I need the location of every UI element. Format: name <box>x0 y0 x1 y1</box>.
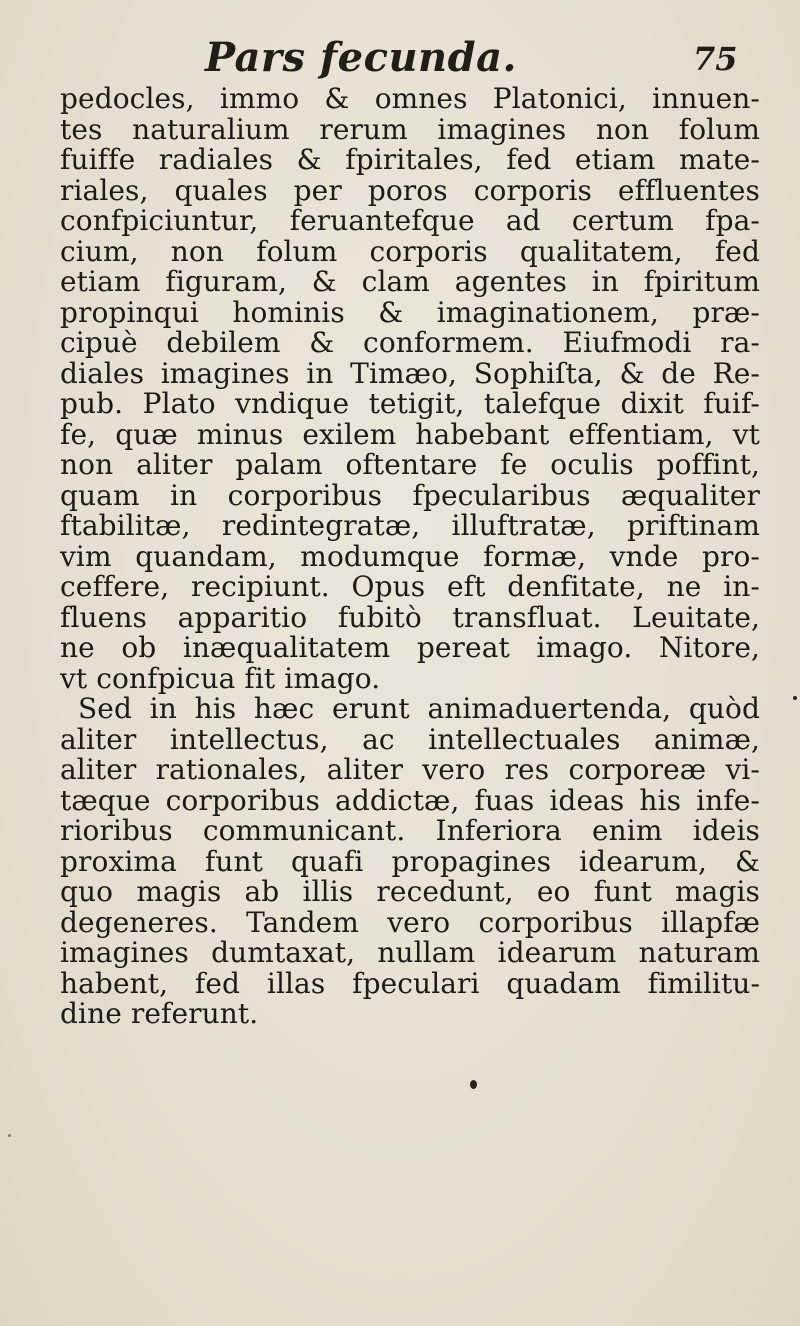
text-line: confpiciuntur, feruantefque ad certum fpa- <box>60 204 760 237</box>
text-line: proxima funt quafi propagines idearum, & <box>60 844 760 878</box>
text-line: riales, quales per poros corporis effluentes <box>60 173 760 207</box>
text-line: vt confpicua fit imago. <box>60 661 381 695</box>
text-line: Sed in his hæc erunt animaduertenda, quòd <box>78 692 760 725</box>
text-line: ne ob inæqualitatem pereat imago. Nitore, <box>60 631 760 664</box>
text-line: non aliter palam oftentare fe oculis poffint, <box>60 448 760 481</box>
text-line: vim quandam, modumque formæ, vnde pro- <box>60 539 760 573</box>
text-line: ceffere, recipiunt. Opus eft denfitate, ne in- <box>60 570 760 603</box>
ink-spot <box>8 1134 11 1137</box>
text-line: quo magis ab illis recedunt, eo funt magis <box>60 875 760 908</box>
text-line: etiam figuram, & clam agentes in fpiritum <box>60 265 760 298</box>
text-line: imagines dumtaxat, nullam idearum naturam <box>60 936 760 969</box>
text-line: aliter intellectus, ac intellectuales animæ, <box>60 722 760 756</box>
text-line: diales imagines in Timæo, Sophiſta, & de Re- <box>60 356 760 390</box>
text-line: cipuè debilem & conformem. Eiufmodi ra- <box>60 326 760 359</box>
text-line: propinqui hominis & imaginationem, præ- <box>60 295 760 329</box>
ink-spot <box>793 696 797 700</box>
text-line: tæque corporibus addictæ, fuas ideas his infe- <box>60 783 760 817</box>
text-line: degeneres. Tandem vero corporibus illapfæ <box>60 905 760 939</box>
page-number: 75 <box>693 40 738 78</box>
text-line: pub. Plato vndique tetigit, talefque dixit fuif- <box>60 387 760 420</box>
text-line: rioribus communicant. Inferiora enim ideis <box>60 814 760 847</box>
text-line: fuiffe radiales & fpiritales, fed etiam mate- <box>60 143 760 176</box>
text-line: fluens apparitio fubitò transfluat. Leuitate, <box>60 600 760 634</box>
ink-spot <box>470 1080 477 1089</box>
text-line: fe, quæ minus exilem habebant effentiam, vt <box>60 417 760 451</box>
text-line: dine referunt. <box>60 997 259 1030</box>
page-header <box>0 26 800 86</box>
text-line: ftabilitæ, redintegratæ, illuftratæ, priftinam <box>60 509 760 542</box>
text-line: pedocles, immo & omnes Platonici, innuen- <box>60 82 760 115</box>
text-line: quam in corporibus fpecularibus æqualiter <box>60 478 760 512</box>
text-line: tes naturalium rerum imagines non folum <box>60 112 760 146</box>
running-head: Pars fecunda. <box>205 34 517 81</box>
text-line: habent, fed illas fpeculari quadam fimilitu- <box>60 966 760 1000</box>
body-text <box>60 84 760 1030</box>
text-line: cium, non folum corporis qualitatem, fed <box>60 234 760 268</box>
text-line: aliter rationales, aliter vero res corporeæ vi- <box>60 753 760 786</box>
